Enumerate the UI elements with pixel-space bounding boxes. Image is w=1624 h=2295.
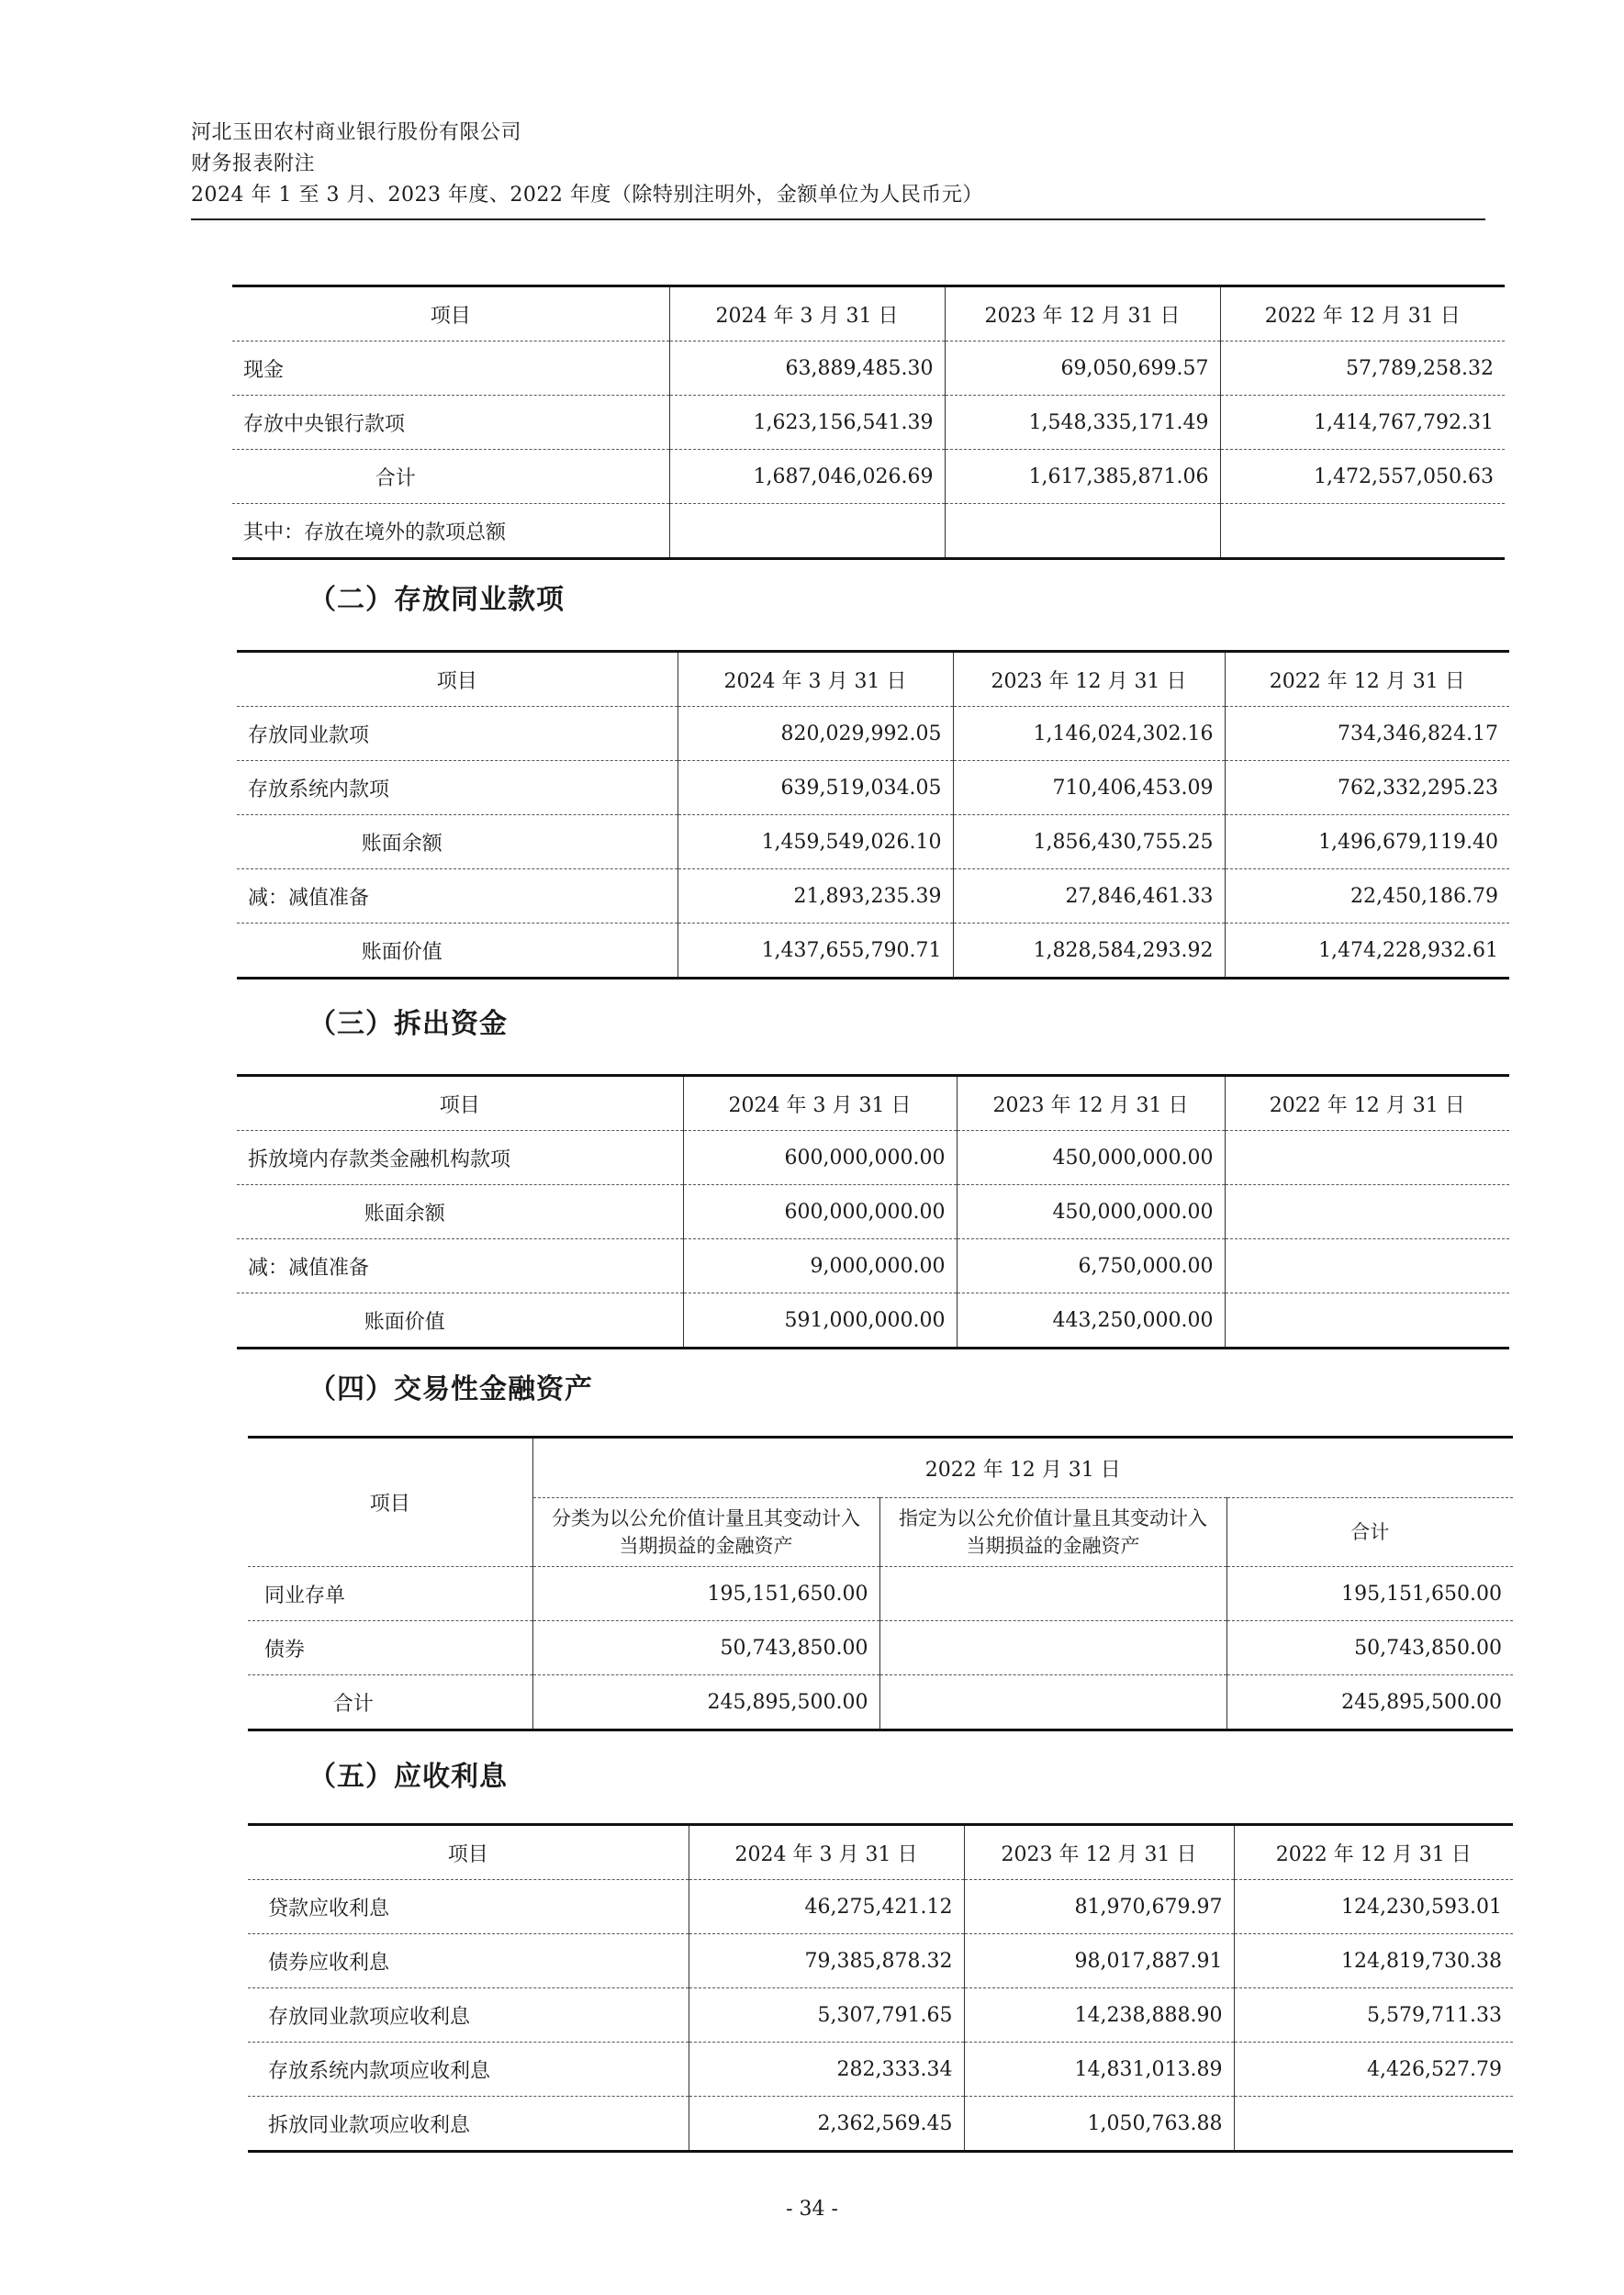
cell-value: 9,000,000.00 xyxy=(683,1239,957,1293)
row-label-text: 合计 xyxy=(375,466,416,490)
column-header-2022: 2022 年 12 月 31 日 xyxy=(1220,286,1505,341)
cell-value: 600,000,000.00 xyxy=(683,1131,957,1185)
reporting-period: 2024 年 1 至 3 月、2023 年度、2022 年度（除特别注明外，金额单位为人民币元） xyxy=(191,184,983,207)
cell-value: 1,437,655,790.71 xyxy=(678,924,953,979)
row-label: 存放系统内款项 xyxy=(237,761,678,815)
cell-value: 1,050,763.88 xyxy=(964,2097,1234,2152)
column-header-2024q1: 2024 年 3 月 31 日 xyxy=(689,1825,964,1880)
table-header-row xyxy=(232,286,1505,341)
row-label: 现金 xyxy=(232,341,669,396)
cell-value: 1,472,557,050.63 xyxy=(1220,450,1505,504)
header-rule xyxy=(191,218,1485,220)
interest-receivable-table xyxy=(248,1823,1513,2153)
row-label: 拆放境内存款类金融机构款项 xyxy=(237,1131,683,1185)
cell-value: 245,895,500.00 xyxy=(532,1675,879,1730)
page-header xyxy=(191,118,1485,211)
cell-value: 14,831,013.89 xyxy=(964,2043,1234,2097)
table-row xyxy=(248,1880,1513,1934)
cell-value: 1,623,156,541.39 xyxy=(669,396,945,450)
table-row-total xyxy=(237,924,1509,979)
cell-value: 1,548,335,171.49 xyxy=(945,396,1220,450)
row-label-text: 账面余额 xyxy=(364,1202,445,1226)
cell-value: 50,743,850.00 xyxy=(532,1621,879,1675)
cell-value: 1,146,024,302.16 xyxy=(953,707,1225,761)
row-label xyxy=(248,1675,532,1730)
column-header-item: 项目 xyxy=(248,1438,532,1567)
row-label xyxy=(237,924,678,979)
cell-value: 1,474,228,932.61 xyxy=(1225,924,1509,979)
cell-value xyxy=(1220,504,1505,559)
table-row-total xyxy=(248,1675,1513,1730)
cell-value: 600,000,000.00 xyxy=(683,1185,957,1239)
column-header-2023: 2023 年 12 月 31 日 xyxy=(945,286,1220,341)
cell-value xyxy=(1225,1293,1509,1349)
cell-value: 5,307,791.65 xyxy=(689,1988,964,2043)
column-header-item: 项目 xyxy=(237,652,678,707)
table-row xyxy=(248,1934,1513,1988)
cell-value xyxy=(879,1567,1226,1621)
interbank-deposits-table xyxy=(237,650,1509,980)
table-header-row xyxy=(237,652,1509,707)
cell-value xyxy=(1225,1131,1509,1185)
cell-value: 4,426,527.79 xyxy=(1234,2043,1513,2097)
cell-value: 124,230,593.01 xyxy=(1234,1880,1513,1934)
cell-value: 63,889,485.30 xyxy=(669,341,945,396)
row-label-text: 账面余额 xyxy=(361,832,442,856)
row-label-text: 合计 xyxy=(332,1692,374,1716)
cell-value: 1,496,679,119.40 xyxy=(1225,815,1509,869)
row-label xyxy=(237,1293,683,1349)
cell-value xyxy=(1225,1185,1509,1239)
table-row xyxy=(237,869,1509,924)
placements-table xyxy=(237,1074,1509,1349)
table-row xyxy=(232,341,1505,396)
cell-value xyxy=(879,1621,1226,1675)
cell-value: 591,000,000.00 xyxy=(683,1293,957,1349)
column-header-2024q1: 2024 年 3 月 31 日 xyxy=(678,652,953,707)
table-row xyxy=(248,2097,1513,2152)
row-label: 减：减值准备 xyxy=(237,1239,683,1293)
cell-value: 639,519,034.05 xyxy=(678,761,953,815)
page-number: - 34 - xyxy=(786,2198,838,2221)
column-header-2023: 2023 年 12 月 31 日 xyxy=(964,1825,1234,1880)
table-row-total xyxy=(232,450,1505,504)
row-label-text: 账面价值 xyxy=(364,1310,445,1334)
cell-value: 22,450,186.79 xyxy=(1225,869,1509,924)
table-row-subtotal xyxy=(237,815,1509,869)
cell-value xyxy=(669,504,945,559)
cell-value: 734,346,824.17 xyxy=(1225,707,1509,761)
column-header-2022: 2022 年 12 月 31 日 xyxy=(1234,1825,1513,1880)
company-name: 河北玉田农村商业银行股份有限公司 xyxy=(191,121,522,144)
document-title: 财务报表附注 xyxy=(191,152,316,175)
cell-value: 195,151,650.00 xyxy=(532,1567,879,1621)
row-label xyxy=(237,815,678,869)
cell-value: 1,856,430,755.25 xyxy=(953,815,1225,869)
row-label: 拆放同业款项应收利息 xyxy=(248,2097,689,2152)
column-header-2023: 2023 年 12 月 31 日 xyxy=(957,1076,1225,1131)
cell-value: 46,275,421.12 xyxy=(689,1880,964,1934)
row-label-text: 账面价值 xyxy=(361,940,442,964)
column-header-item: 项目 xyxy=(237,1076,683,1131)
table-header-row xyxy=(248,1438,1513,1498)
cell-value xyxy=(879,1675,1226,1730)
cell-value: 450,000,000.00 xyxy=(957,1185,1225,1239)
table-row xyxy=(237,761,1509,815)
column-header-2022: 2022 年 12 月 31 日 xyxy=(1225,652,1509,707)
cell-value: 98,017,887.91 xyxy=(964,1934,1234,1988)
cell-value: 6,750,000.00 xyxy=(957,1239,1225,1293)
table-row xyxy=(232,504,1505,559)
column-header-2024q1: 2024 年 3 月 31 日 xyxy=(669,286,945,341)
cell-value: 1,687,046,026.69 xyxy=(669,450,945,504)
cell-value: 820,029,992.05 xyxy=(678,707,953,761)
cell-value: 69,050,699.57 xyxy=(945,341,1220,396)
row-label: 存放同业款项 xyxy=(237,707,678,761)
row-label xyxy=(232,450,669,504)
row-label: 存放中央银行款项 xyxy=(232,396,669,450)
cell-value: 79,385,878.32 xyxy=(689,1934,964,1988)
section-title-interest-receivable: （五）应收利息 xyxy=(308,1761,508,1793)
cell-value: 57,789,258.32 xyxy=(1220,341,1505,396)
table-row-total xyxy=(237,1293,1509,1349)
table-row xyxy=(248,1621,1513,1675)
row-label: 存放系统内款项应收利息 xyxy=(248,2043,689,2097)
cell-value: 1,459,549,026.10 xyxy=(678,815,953,869)
cell-value: 27,846,461.33 xyxy=(953,869,1225,924)
table-row xyxy=(232,396,1505,450)
cell-value: 195,151,650.00 xyxy=(1226,1567,1513,1621)
row-label: 债券应收利息 xyxy=(248,1934,689,1988)
table-header-row xyxy=(237,1076,1509,1131)
column-header-item: 项目 xyxy=(248,1825,689,1880)
cell-value: 1,414,767,792.31 xyxy=(1220,396,1505,450)
column-header-fvtpl-classified: 分类为以公允价值计量且其变动计入当期损益的金融资产 xyxy=(532,1498,879,1567)
section-title-trading-assets: （四）交易性金融资产 xyxy=(308,1373,593,1405)
section-title-placements: （三）拆出资金 xyxy=(308,1008,508,1040)
cell-value: 443,250,000.00 xyxy=(957,1293,1225,1349)
cell-value: 81,970,679.97 xyxy=(964,1880,1234,1934)
row-label: 其中：存放在境外的款项总额 xyxy=(232,504,669,559)
column-header-2024q1: 2024 年 3 月 31 日 xyxy=(683,1076,957,1131)
column-header-2023: 2023 年 12 月 31 日 xyxy=(953,652,1225,707)
table-header-row xyxy=(248,1825,1513,1880)
row-label: 减：减值准备 xyxy=(237,869,678,924)
section-title-interbank-deposits: （二）存放同业款项 xyxy=(308,584,565,616)
cell-value: 1,617,385,871.06 xyxy=(945,450,1220,504)
row-label: 贷款应收利息 xyxy=(248,1880,689,1934)
cell-value: 21,893,235.39 xyxy=(678,869,953,924)
cell-value xyxy=(1225,1239,1509,1293)
table-row xyxy=(237,1239,1509,1293)
cell-value: 5,579,711.33 xyxy=(1234,1988,1513,2043)
column-header-date: 2022 年 12 月 31 日 xyxy=(532,1438,1513,1498)
cell-value: 282,333.34 xyxy=(689,2043,964,2097)
column-header-fvtpl-designated: 指定为以公允价值计量且其变动计入当期损益的金融资产 xyxy=(879,1498,1226,1567)
cell-value: 710,406,453.09 xyxy=(953,761,1225,815)
cell-value: 1,828,584,293.92 xyxy=(953,924,1225,979)
table-row-subtotal xyxy=(237,1185,1509,1239)
column-header-2022: 2022 年 12 月 31 日 xyxy=(1225,1076,1509,1131)
cell-value: 762,332,295.23 xyxy=(1225,761,1509,815)
table-row xyxy=(237,707,1509,761)
cell-value xyxy=(1234,2097,1513,2152)
cell-value: 14,238,888.90 xyxy=(964,1988,1234,2043)
table-row xyxy=(248,2043,1513,2097)
table-row xyxy=(237,1131,1509,1185)
column-header-total: 合计 xyxy=(1226,1498,1513,1567)
row-label: 同业存单 xyxy=(248,1567,532,1621)
cell-value xyxy=(945,504,1220,559)
cell-value: 245,895,500.00 xyxy=(1226,1675,1513,1730)
column-header-item: 项目 xyxy=(232,286,669,341)
row-label xyxy=(237,1185,683,1239)
cell-value: 50,743,850.00 xyxy=(1226,1621,1513,1675)
cell-value: 124,819,730.38 xyxy=(1234,1934,1513,1988)
cell-value: 2,362,569.45 xyxy=(689,2097,964,2152)
table-row xyxy=(248,1988,1513,2043)
cash-central-bank-table xyxy=(232,285,1505,560)
row-label: 存放同业款项应收利息 xyxy=(248,1988,689,2043)
table-row xyxy=(248,1567,1513,1621)
cell-value: 450,000,000.00 xyxy=(957,1131,1225,1185)
trading-assets-table xyxy=(248,1436,1513,1731)
row-label: 债券 xyxy=(248,1621,532,1675)
